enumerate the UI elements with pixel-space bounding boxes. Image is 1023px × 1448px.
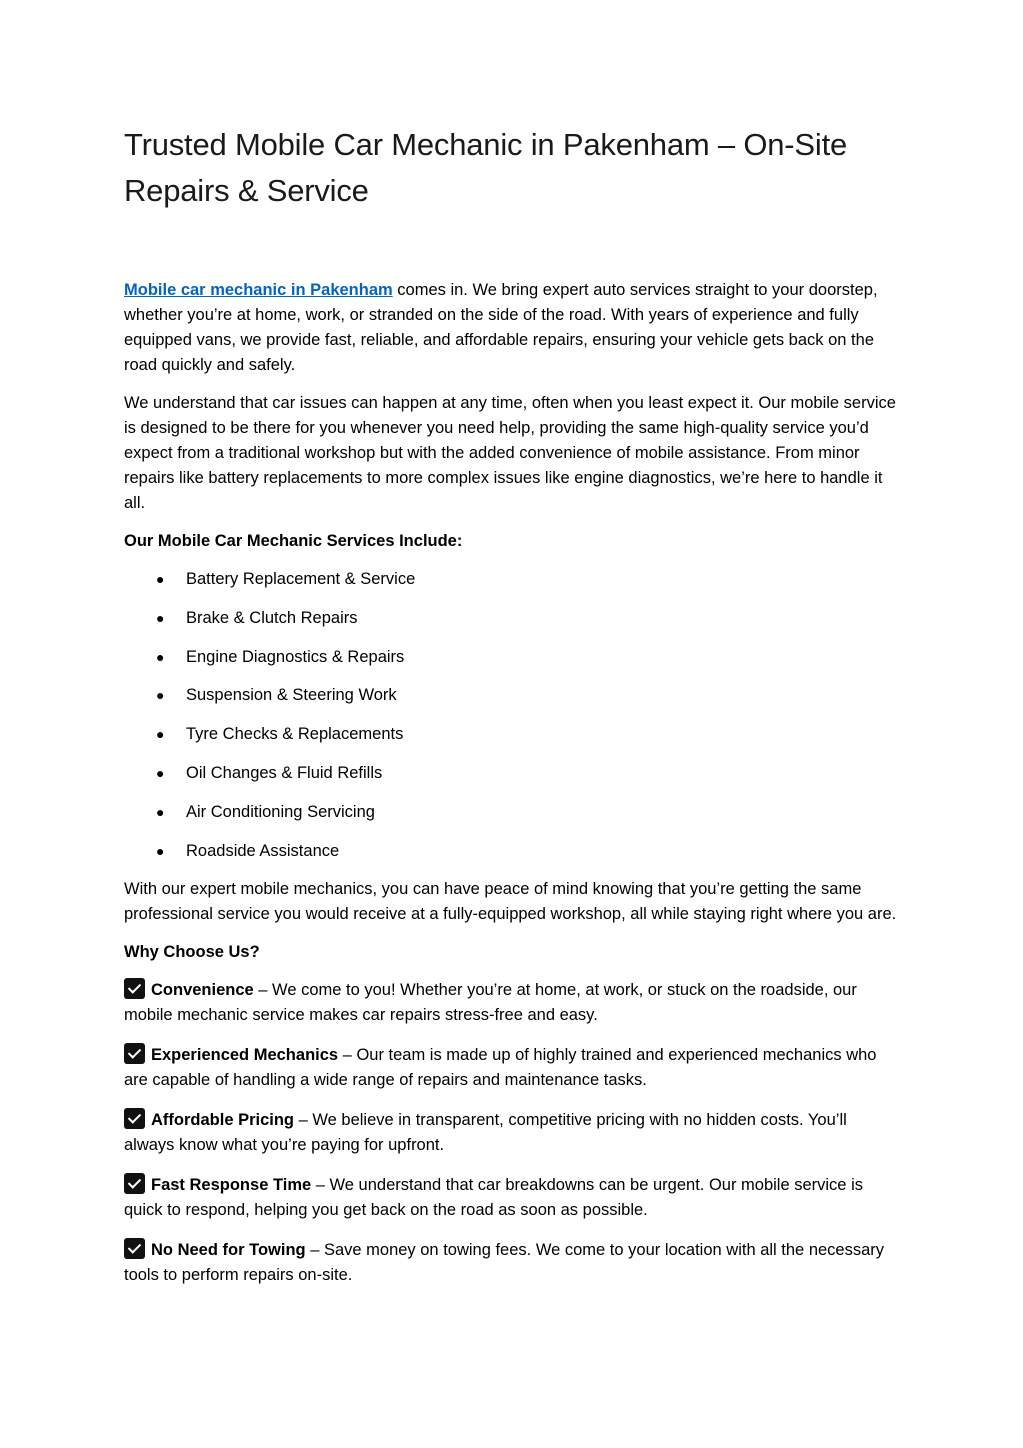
paragraph-availability: We understand that car issues can happen at any time, often when you least expect it. Our mobile service is designed to be there for you whenever you need help, providing the same high-quality service you’d expect from a traditional workshop but with the added convenience of mobile assistance. From minor repairs like battery replacements to more complex issues like engine diagnostics, we’re here to handle it all. [124,394,896,512]
bullet-dot-icon: ● [156,842,165,859]
check-mark-icon [124,1043,145,1064]
service-label: Air Conditioning Servicing [186,802,375,821]
service-label: Oil Changes & Fluid Refills [186,763,383,782]
reason-text: – We believe in transparent, competitive pricing with no hidden costs. You’ll always know what you’re paying for upfront. [124,1111,847,1155]
list-item [124,761,899,786]
check-mark-icon [124,1173,145,1194]
intro-paragraph [124,278,899,378]
reason-title: Experienced Mechanics [151,1046,339,1065]
reason-item [124,978,899,1028]
list-item [124,683,899,708]
reason-title: Convenience [151,981,254,1000]
list-item [124,722,899,747]
service-label: Roadside Assistance [186,841,340,860]
reason-item [124,1173,899,1223]
service-label: Tyre Checks & Replacements [186,725,404,744]
reason-text: – We understand that car breakdowns can be urgent. Our mobile service is quick to respond, helping you get back on the road as soon as possible. [124,1176,863,1220]
check-mark-icon [124,978,145,999]
bullet-dot-icon: ● [156,609,165,626]
reason-title: No Need for Towing [151,1241,306,1260]
bullet-dot-icon: ● [156,648,165,665]
service-label: Engine Diagnostics & Repairs [186,647,405,666]
check-mark-icon [124,1238,145,1259]
bullet-dot-icon: ● [156,726,165,743]
reason-item [124,1238,899,1288]
service-label: Battery Replacement & Service [186,570,416,588]
bullet-dot-icon: ● [156,803,165,820]
list-item [124,839,899,864]
service-label: Brake & Clutch Repairs [186,608,358,627]
services-list [124,567,899,864]
mobile-mechanic-link[interactable]: Mobile car mechanic in Pakenham [124,281,393,299]
reason-title: Affordable Pricing [151,1111,295,1130]
list-item [124,800,899,825]
reason-item [124,1043,899,1093]
bullet-dot-icon: ● [156,687,165,704]
bullet-dot-icon: ● [156,764,165,781]
reason-title: Fast Response Time [151,1176,312,1195]
paragraph-peace-of-mind: With our expert mobile mechanics, you can have peace of mind knowing that you’re getting the same professional service you would receive at a fully-equipped workshop, all while staying right where you are. [124,880,897,924]
list-item [124,606,899,631]
why-choose-heading: Why Choose Us? [124,943,260,962]
page-title: Trusted Mobile Car Mechanic in Pakenham – On-Site Repairs & Service [124,127,848,208]
reason-text: – We come to you! Whether you’re at home, at work, or stuck on the roadside, our mobile mechanic service makes car repairs stress-free and easy. [124,981,857,1025]
service-label: Suspension & Steering Work [186,686,397,705]
intro-text: comes in. We bring expert auto services straight to your doorstep, whether you’re at home, work, or stranded on the side of the road. With years of experience and fully equipped vans, we provide fast, reliable, and affordable repairs, ensuring your vehicle gets back on the road quickly and safely. [124,281,878,374]
bullet-dot-icon: ● [156,571,165,587]
list-item [124,645,899,670]
reason-text: – Our team is made up of highly trained and experienced mechanics who are capable of handling a wide range of repairs and maintenance tasks. [124,1046,877,1090]
services-heading: Our Mobile Car Mechanic Services Include: [124,532,463,550]
check-mark-icon [124,1108,145,1129]
reason-item [124,1108,899,1158]
list-item [124,567,899,592]
reason-text: – Save money on towing fees. We come to your location with all the necessary tools to perform repairs on-site. [124,1241,885,1285]
